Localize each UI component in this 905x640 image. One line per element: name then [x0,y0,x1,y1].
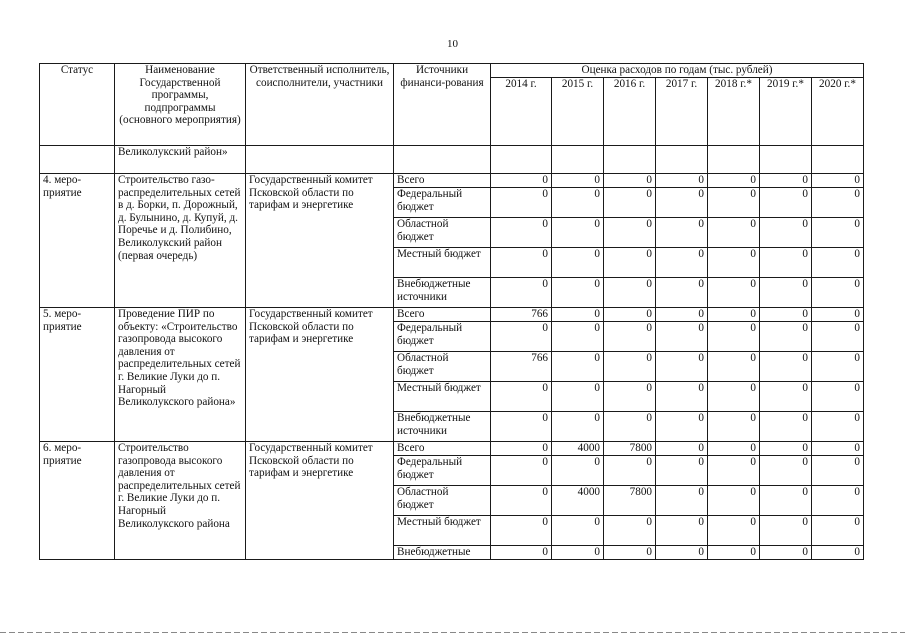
value-cell: 0 [491,486,552,516]
value-cell: 0 [604,546,656,560]
value-cell: 0 [656,382,708,412]
year-header: 2019 г.* [760,78,812,146]
header-responsible: Ответственный исполнитель, соисполнители, участники [246,64,394,146]
value-cell: 0 [552,174,604,188]
table-row [40,442,864,456]
value-cell: 0 [812,442,864,456]
table-row [40,308,864,322]
page-number: 10 [447,38,458,50]
value-cell: 0 [656,456,708,486]
value-cell: 0 [604,218,656,248]
value-cell: 0 [656,442,708,456]
value-cell: 766 [491,352,552,382]
value-cell: 0 [760,546,812,560]
value-cell: 0 [812,188,864,218]
value-cell: 0 [708,442,760,456]
status-cell: 4. меро-приятие [40,174,115,308]
value-cell: 0 [812,546,864,560]
value-cell: 0 [708,174,760,188]
value-cell: 0 [552,546,604,560]
value-cell: 0 [604,248,656,278]
value-cell: 0 [812,308,864,322]
value-cell: 0 [812,174,864,188]
year-header: 2020 г.* [812,78,864,146]
value-cell: 0 [760,486,812,516]
responsible-cell: Государственный комитет Псковской области по тарифам и энергетике [246,174,394,308]
value-cell: 0 [812,382,864,412]
value-cell: 4000 [552,486,604,516]
status-cell: 6. меро-приятие [40,442,115,560]
value-cell: 0 [656,412,708,442]
value-cell: 0 [656,546,708,560]
value-cell: 0 [491,412,552,442]
value-cell: 0 [491,516,552,546]
value-cell: 0 [760,278,812,308]
value-cell: 0 [708,382,760,412]
source-cell: Областной бюджет [394,486,491,516]
value-cell: 0 [656,278,708,308]
value-cell: 0 [656,322,708,352]
value-cell: 0 [656,486,708,516]
responsible-cell: Государственный комитет Псковской области по тарифам и энергетике [246,442,394,560]
value-cell: 766 [491,308,552,322]
status-cell: 5. меро-приятие [40,308,115,442]
value-cell: 0 [552,382,604,412]
program-name-cell: Строительство газопровода высокого давления от распределительных сетей г. Великие Луки до п. Нагорный Великолукского района [115,442,246,560]
value-cell: 0 [760,218,812,248]
value-cell: 0 [604,456,656,486]
value-cell: 0 [760,382,812,412]
value-cell: 0 [491,382,552,412]
value-cell: 0 [708,412,760,442]
value-cell: 0 [604,188,656,218]
value-cell: 0 [656,248,708,278]
value-cell: 0 [552,322,604,352]
value-cell: 0 [760,248,812,278]
value-cell: 0 [708,456,760,486]
value-cell: 0 [491,322,552,352]
header-program-name: Наименование Государственной программы, подпрограммы (основного мероприятия) [115,64,246,146]
value-cell: 0 [812,352,864,382]
table-row [40,174,864,188]
value-cell: 7800 [604,486,656,516]
value-cell: 0 [604,308,656,322]
value-cell: 4000 [552,442,604,456]
continuation-text: Великолукский район» [115,146,246,174]
value-cell: 0 [760,456,812,486]
value-cell: 0 [760,352,812,382]
source-cell: Внебюджетные [394,546,491,560]
value-cell: 0 [760,322,812,352]
value-cell: 0 [604,322,656,352]
value-cell: 0 [552,412,604,442]
value-cell: 0 [491,442,552,456]
value-cell: 0 [812,218,864,248]
value-cell: 0 [760,188,812,218]
year-header: 2016 г. [604,78,656,146]
source-cell: Федеральный бюджет [394,188,491,218]
value-cell: 0 [491,278,552,308]
value-cell: 0 [491,218,552,248]
value-cell: 0 [708,248,760,278]
year-header: 2017 г. [656,78,708,146]
value-cell: 0 [604,352,656,382]
value-cell: 0 [491,546,552,560]
value-cell: 0 [812,248,864,278]
value-cell: 0 [656,516,708,546]
program-name-cell: Строительство газо-распределительных сетей в д. Борки, п. Дорожный, д. Булынино, д. Купуй, д. Поречье и д. Полибино, Великолукский район (первая очередь) [115,174,246,308]
value-cell: 7800 [604,442,656,456]
value-cell: 0 [604,278,656,308]
value-cell: 0 [552,352,604,382]
value-cell: 0 [760,412,812,442]
value-cell: 0 [552,308,604,322]
value-cell: 0 [812,456,864,486]
source-cell: Внебюджетные источники [394,278,491,308]
program-name-cell: Проведение ПИР по объекту: «Строительство газопровода высокого давления от распределительных сетей г. Великие Луки до п. Нагорный Великолукского района» [115,308,246,442]
value-cell: 0 [604,412,656,442]
year-header: 2015 г. [552,78,604,146]
value-cell: 0 [656,174,708,188]
value-cell: 0 [491,248,552,278]
value-cell: 0 [552,516,604,546]
value-cell: 0 [760,308,812,322]
value-cell: 0 [708,218,760,248]
value-cell: 0 [604,382,656,412]
value-cell: 0 [708,486,760,516]
value-cell: 0 [552,188,604,218]
value-cell: 0 [812,278,864,308]
source-cell: Внебюджетные источники [394,412,491,442]
value-cell: 0 [604,516,656,546]
value-cell: 0 [491,188,552,218]
responsible-cell: Государственный комитет Псковской области по тарифам и энергетике [246,308,394,442]
bottom-divider [0,632,905,633]
value-cell: 0 [656,218,708,248]
value-cell: 0 [708,516,760,546]
value-cell: 0 [708,546,760,560]
source-cell: Областной бюджет [394,352,491,382]
value-cell: 0 [812,412,864,442]
source-cell: Местный бюджет [394,382,491,412]
value-cell: 0 [604,174,656,188]
source-cell: Всего [394,174,491,188]
value-cell: 0 [708,352,760,382]
source-cell: Местный бюджет [394,516,491,546]
value-cell: 0 [708,278,760,308]
value-cell: 0 [812,322,864,352]
source-cell: Федеральный бюджет [394,456,491,486]
year-header: 2018 г.* [708,78,760,146]
responsible-cell [246,146,394,174]
header-sources: Источники финанси-рования [394,64,491,146]
value-cell: 0 [812,486,864,516]
source-cell [394,146,491,174]
source-cell: Областной бюджет [394,218,491,248]
value-cell: 0 [708,188,760,218]
value-cell: 0 [760,174,812,188]
year-header: 2014 г. [491,78,552,146]
value-cell: 0 [812,516,864,546]
budget-table [39,63,864,560]
value-cell: 0 [491,174,552,188]
value-cell: 0 [552,218,604,248]
source-cell: Федеральный бюджет [394,322,491,352]
value-cell: 0 [552,456,604,486]
source-cell: Всего [394,442,491,456]
value-cell: 0 [760,516,812,546]
header-costs: Оценка расходов по годам (тыс. рублей) [491,64,864,78]
value-cell: 0 [552,278,604,308]
value-cell: 0 [708,308,760,322]
source-cell: Местный бюджет [394,248,491,278]
value-cell: 0 [708,322,760,352]
value-cell: 0 [760,442,812,456]
source-cell: Всего [394,308,491,322]
value-cell: 0 [656,188,708,218]
value-cell: 0 [491,456,552,486]
status-cell [40,146,115,174]
value-cell: 0 [656,352,708,382]
value-cell: 0 [552,248,604,278]
value-cell: 0 [656,308,708,322]
header-status: Статус [40,64,115,146]
